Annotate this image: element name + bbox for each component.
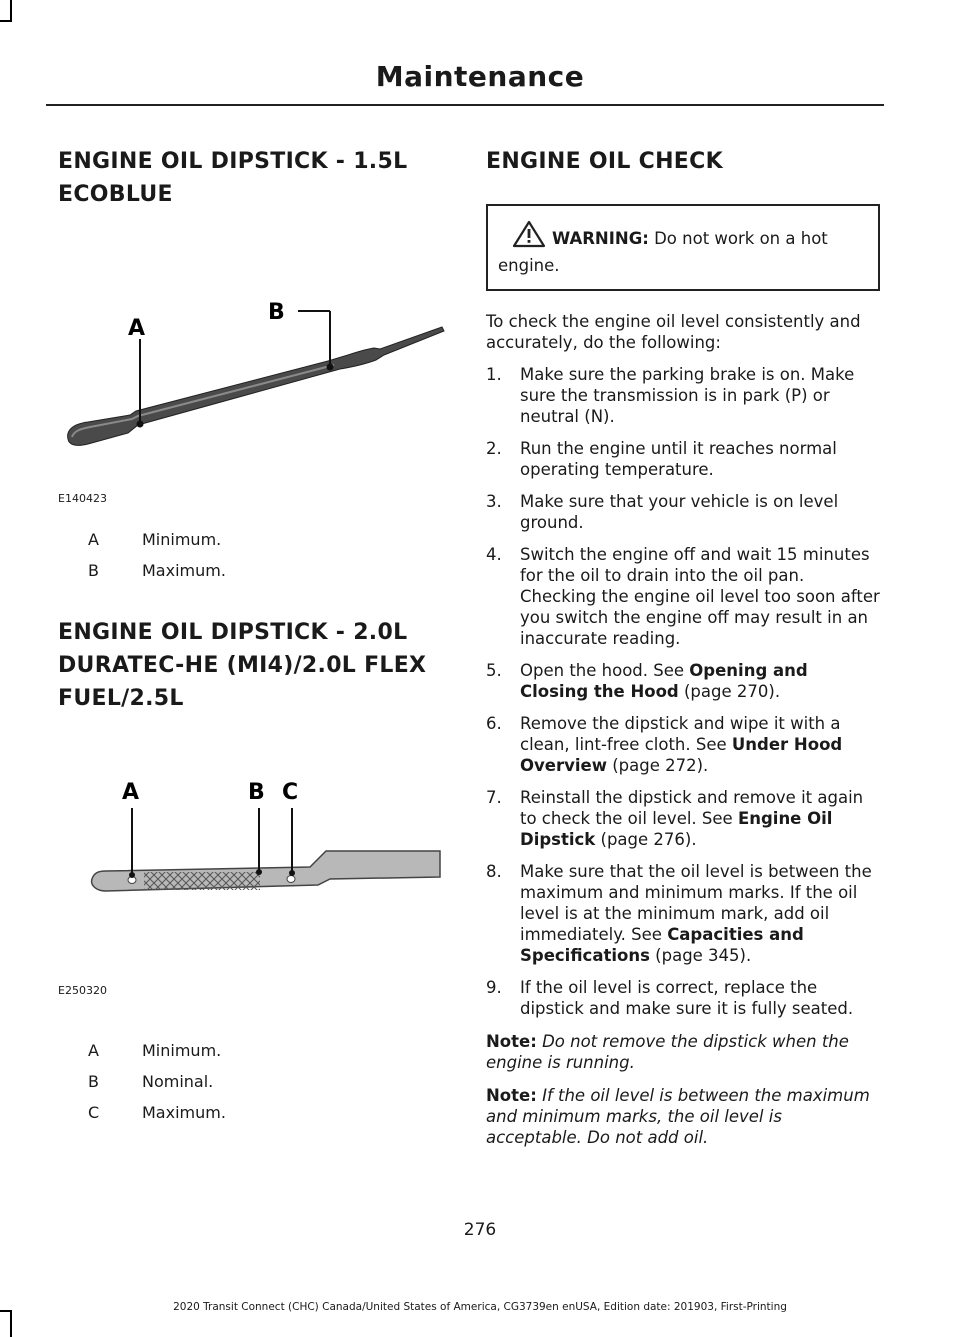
list-item: 9. If the oil level is correct, replace the dipstick and make sure it is fully seated. xyxy=(486,978,854,1018)
section-title-oil-check: ENGINE OIL CHECK xyxy=(486,149,723,174)
legend-row: A Minimum. xyxy=(88,530,222,549)
figure-code: E250320 xyxy=(58,984,107,997)
legend-20l xyxy=(58,1035,448,1128)
callout-c: C xyxy=(282,780,299,805)
dipstick-15l-illustration xyxy=(58,219,448,449)
list-item: 4. Switch the engine off and wait 15 minutes for the oil to drain into the oil pan. Checking the engine oil level too soon after you switch the engine off may result in an inaccurate reading. xyxy=(486,545,880,648)
note-1: Note: Do not remove the dipstick when the engine is running. xyxy=(486,1032,849,1072)
list-item: 7. Reinstall the dipstick and remove it again to check the oil level. See Engine Oil Dipstick (page 276). xyxy=(486,788,864,849)
cross-reference-link[interactable]: Capacities and Specifications xyxy=(520,925,804,965)
section-title-dipstick-15l: ENGINE OIL DIPSTICK - 1.5L ECOBLUE xyxy=(58,149,408,207)
steps-list xyxy=(486,364,880,1019)
warning-label: WARNING: xyxy=(552,229,649,248)
list-item: 3. Make sure that your vehicle is on level ground. xyxy=(486,492,839,532)
list-item: 1. Make sure the parking brake is on. Make sure the transmission is in park (P) or neutral (N). xyxy=(486,365,855,426)
warning-box xyxy=(486,204,880,291)
header-rule xyxy=(46,104,884,106)
legend-row: B Maximum. xyxy=(88,561,226,580)
warning-triangle-icon xyxy=(512,220,546,254)
legend-15l xyxy=(58,524,448,586)
legend-row: B Nominal. xyxy=(88,1072,214,1091)
legend-row: A Minimum. xyxy=(88,1041,222,1060)
list-item: 6. Remove the dipstick and wipe it with a clean, lint-free cloth. See Under Hood Overview (page 272). xyxy=(486,714,843,775)
left-column xyxy=(58,145,448,1128)
crop-mark xyxy=(0,20,12,22)
callout-b: B xyxy=(268,300,285,325)
dipstick-20l-illustration xyxy=(58,723,448,983)
right-column xyxy=(486,145,880,1148)
cross-reference-link[interactable]: Under Hood Overview xyxy=(520,735,843,775)
cross-reference-link[interactable]: Opening and Closing the Hood xyxy=(520,661,808,701)
list-item: 5. Open the hood. See Opening and Closing the Hood (page 270). xyxy=(486,661,808,701)
cross-reference-link[interactable]: Engine Oil Dipstick xyxy=(520,809,833,849)
intro-text: To check the engine oil level consistently and accurately, do the following: xyxy=(486,312,861,352)
callout-a: A xyxy=(122,780,140,805)
list-item: 2. Run the engine until it reaches normal operating temperature. xyxy=(486,439,837,479)
dipstick-15l-figure xyxy=(58,219,448,505)
dipstick-20l-figure xyxy=(58,723,448,1013)
list-item: 8. Make sure that the oil level is between the maximum and minimum marks. If the oil level is at the minimum mark, add oil immediately. See Capacities and Specifications (page 345). xyxy=(486,862,872,965)
crop-mark xyxy=(10,0,12,22)
page-header-title: Maintenance xyxy=(375,60,585,93)
page-number: 276 xyxy=(463,1220,497,1240)
footer-text: 2020 Transit Connect (CHC) Canada/United States of America, CG3739en enUSA, Edition date: 201903, First-Printing xyxy=(173,1301,787,1313)
crop-mark xyxy=(10,1310,12,1337)
warning-text: Do not work on a hot engine. xyxy=(498,229,828,275)
legend-row: C Maximum. xyxy=(88,1103,226,1122)
figure-code: E140423 xyxy=(58,492,107,505)
callout-a: A xyxy=(128,316,146,341)
callout-b: B xyxy=(248,780,265,805)
note-2: Note: If the oil level is between the maximum and minimum marks, the oil level is acceptable. Do not add oil. xyxy=(486,1086,870,1147)
section-title-dipstick-20l: ENGINE OIL DIPSTICK - 2.0L DURATEC-HE (MI4)/2.0L FLEX FUEL/2.5L xyxy=(58,620,427,711)
